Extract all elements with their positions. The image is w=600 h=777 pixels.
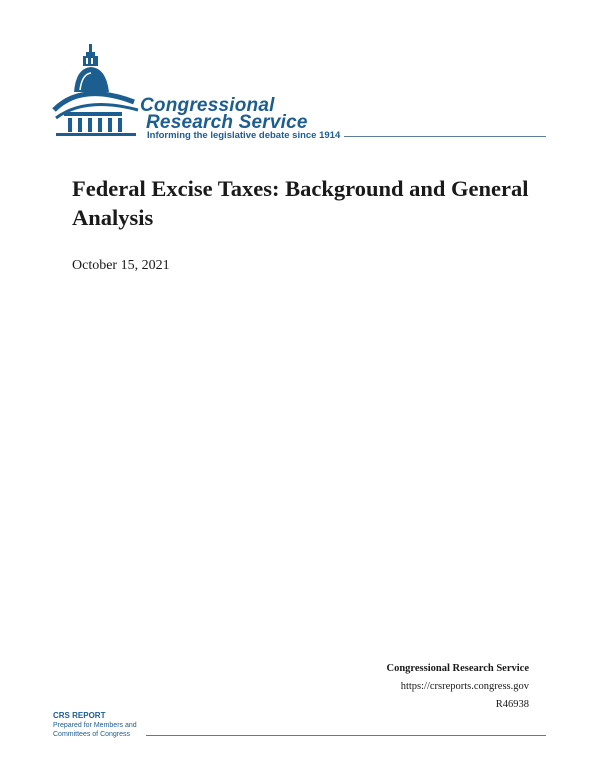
footer <box>53 711 548 739</box>
logo-divider <box>344 136 546 137</box>
logo-wordmark-congressional: Congressional <box>140 95 275 116</box>
report-number: R46938 <box>495 699 529 710</box>
logo-tagline: Informing the legislative debate since 1914 <box>147 130 341 141</box>
capitol-dome-icon <box>52 40 152 140</box>
footer-divider <box>146 735 546 736</box>
logo-wordmark-research-service: Research Service <box>146 112 308 133</box>
publisher-block <box>386 660 529 714</box>
footer-label: CRS REPORT <box>53 711 106 720</box>
footer-line2: Committees of Congress <box>53 731 131 738</box>
report-date: October 15, 2021 <box>72 258 170 273</box>
report-title: Federal Excise Taxes: Background and General Analysis <box>72 176 529 230</box>
publisher-url[interactable]: https://crsreports.congress.gov <box>400 681 529 692</box>
publisher-org: Congressional Research Service <box>386 663 529 674</box>
footer-line1: Prepared for Members and <box>53 722 137 729</box>
crs-logo <box>52 40 552 150</box>
